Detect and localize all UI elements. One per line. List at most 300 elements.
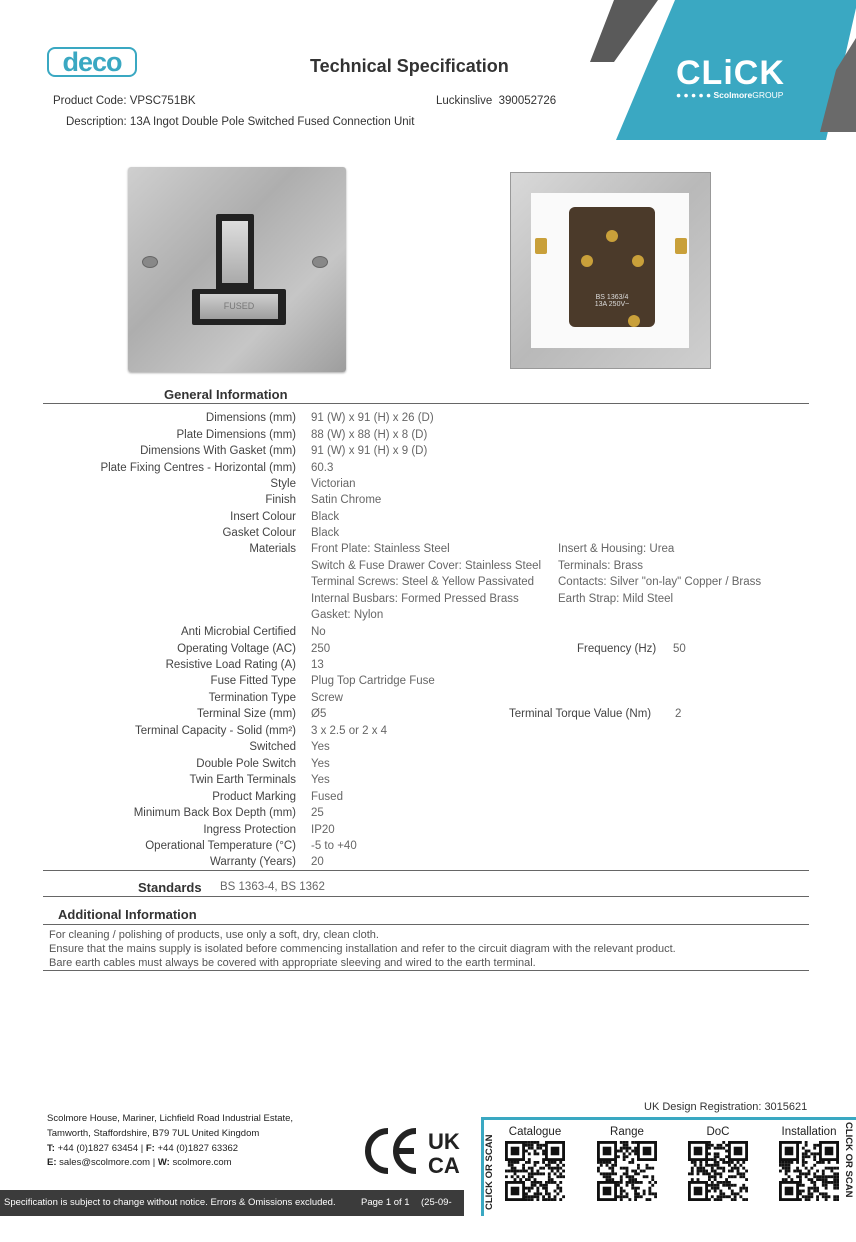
qr-module (702, 1167, 705, 1170)
qr-module (734, 1184, 737, 1187)
qr-module (525, 1178, 528, 1181)
qr-module (617, 1195, 620, 1198)
qr-module (836, 1175, 839, 1178)
qr-module (816, 1178, 819, 1181)
qr-module (793, 1170, 796, 1173)
qr-label-range[interactable]: Range (610, 1126, 644, 1138)
qr-module (711, 1184, 714, 1187)
qr-module (628, 1181, 631, 1184)
qr-module (637, 1192, 640, 1195)
qr-module (626, 1172, 629, 1175)
product-rear-photo (510, 172, 711, 369)
spec-label: Plate Dimensions (mm) (176, 429, 296, 441)
qr-module (745, 1198, 748, 1201)
qr-module (620, 1190, 623, 1193)
qr-module (825, 1184, 828, 1187)
qr-module (719, 1181, 722, 1184)
spec-label: Resistive Load Rating (A) (165, 659, 296, 671)
qr-module (608, 1172, 611, 1175)
qr-module (833, 1181, 836, 1184)
qr-module (734, 1192, 737, 1195)
ce-mark-e (396, 1131, 416, 1171)
qr-module (714, 1172, 717, 1175)
qr-label-doc[interactable]: DoC (706, 1126, 730, 1138)
qr-module (525, 1161, 528, 1164)
qr-module (559, 1190, 562, 1193)
qr-module (805, 1141, 808, 1144)
qr-module (542, 1198, 545, 1201)
spec-value: -5 to +40 (311, 840, 357, 852)
spec-value: Gasket: Nylon (311, 609, 384, 621)
qr-module (805, 1155, 808, 1158)
qr-module (714, 1164, 717, 1167)
qr-module (536, 1144, 539, 1147)
qr-module (739, 1164, 742, 1167)
spec-value: 91 (W) x 91 (H) x 9 (D) (311, 445, 428, 457)
qr-module (542, 1161, 545, 1164)
qr-module (722, 1161, 725, 1164)
page-number: Page 1 of 1 (361, 1197, 410, 1208)
qr-module (822, 1181, 825, 1184)
qr-module (522, 1167, 525, 1170)
qr-module (528, 1175, 531, 1178)
qr-module (548, 1167, 551, 1170)
divider (43, 896, 809, 897)
spec-value: 13 (311, 659, 324, 671)
qr-module (514, 1172, 517, 1175)
qr-module (528, 1144, 531, 1147)
spec-value: 25 (311, 807, 324, 819)
spec-value: 91 (W) x 91 (H) x 26 (D) (311, 412, 434, 424)
qr-module (559, 1198, 562, 1201)
qr-module (542, 1158, 545, 1161)
qr-module (691, 1178, 694, 1181)
qr-module (559, 1181, 562, 1184)
qr-module (525, 1150, 528, 1153)
spec-value: Internal Busbars: Formed Pressed Brass (311, 593, 519, 605)
qr-module (643, 1190, 646, 1193)
qr-module (551, 1167, 554, 1170)
qr-module (725, 1181, 728, 1184)
qr-module (505, 1175, 508, 1178)
terminal-screw (632, 255, 644, 267)
qr-module (805, 1198, 808, 1201)
qr-module (620, 1147, 623, 1150)
qr-module (634, 1192, 637, 1195)
qr-module (614, 1161, 617, 1164)
qr-module (646, 1175, 649, 1178)
qr-module (514, 1161, 517, 1164)
qr-module (813, 1190, 816, 1193)
qr-module (531, 1141, 534, 1144)
qr-module (782, 1164, 785, 1167)
qr-module (534, 1181, 537, 1184)
qr-module (511, 1187, 520, 1196)
qr-module (785, 1178, 788, 1181)
qr-module (691, 1167, 694, 1170)
divider (43, 870, 809, 871)
qr-module (536, 1147, 539, 1150)
qr-module (717, 1181, 720, 1184)
qr-module (620, 1141, 623, 1144)
qr-module (785, 1170, 788, 1173)
qr-module (522, 1170, 525, 1173)
qr-module (551, 1147, 560, 1156)
qr-module (739, 1187, 742, 1190)
qr-module (539, 1172, 542, 1175)
qr-module (611, 1164, 614, 1167)
qr-module (516, 1161, 519, 1164)
qr-module (708, 1178, 711, 1181)
qr-module (648, 1187, 651, 1190)
qr-module (788, 1164, 791, 1167)
qr-module (745, 1187, 748, 1190)
fixing-screw-right (312, 256, 328, 268)
qr-module (711, 1167, 714, 1170)
qr-module (620, 1187, 623, 1190)
qr-module (528, 1178, 531, 1181)
qr-module (714, 1178, 717, 1181)
qr-module (788, 1170, 791, 1173)
qr-module (822, 1170, 825, 1173)
qr-module (634, 1141, 637, 1144)
qr-module (739, 1175, 742, 1178)
qr-module (531, 1198, 534, 1201)
qr-module (551, 1181, 554, 1184)
qr-module (531, 1195, 534, 1198)
qr-module (828, 1167, 831, 1170)
qr-module (654, 1192, 657, 1195)
ukca-ca: CA (428, 1153, 460, 1177)
qr-module (556, 1187, 559, 1190)
qr-module (790, 1178, 793, 1181)
ce-ukca-marks (360, 1125, 480, 1177)
qr-module (813, 1184, 816, 1187)
qr-module (536, 1181, 539, 1184)
qr-module (714, 1187, 717, 1190)
divider (43, 924, 809, 925)
qr-module (536, 1198, 539, 1201)
qr-module (717, 1198, 720, 1201)
qr-module (617, 1155, 620, 1158)
qr-module (813, 1155, 816, 1158)
spec-value: Yes (311, 774, 330, 786)
divider (43, 970, 809, 971)
additional-info-title: Additional Information (58, 907, 197, 922)
fixing-screw-left (142, 256, 158, 268)
qr-module (805, 1144, 808, 1147)
qr-module (542, 1150, 545, 1153)
qr-module (534, 1195, 537, 1198)
qr-module (830, 1170, 833, 1173)
spec-label: Terminal Capacity - Solid (mm²) (134, 725, 296, 737)
qr-module (825, 1178, 828, 1181)
qr-module (614, 1172, 617, 1175)
qr-module (511, 1175, 514, 1178)
qr-module (646, 1164, 649, 1167)
qr-module (805, 1167, 808, 1170)
qr-module (805, 1195, 808, 1198)
qr-module (600, 1172, 603, 1175)
qr-module (623, 1155, 626, 1158)
qr-module (545, 1181, 548, 1184)
qr-module (534, 1161, 537, 1164)
materials-col2-item: Terminals: Brass (558, 560, 643, 572)
qr-module (734, 1175, 737, 1178)
qr-module (608, 1161, 611, 1164)
qr-module (531, 1170, 534, 1173)
terminal-screw (606, 230, 618, 242)
qr-module (731, 1170, 734, 1173)
qr-module (714, 1155, 717, 1158)
qr-module (722, 1170, 725, 1173)
qr-module (648, 1198, 651, 1201)
qr-code-doc[interactable] (688, 1141, 748, 1201)
spec-label: Twin Earth Terminals (189, 774, 296, 786)
spec-value: Victorian (311, 478, 356, 490)
qr-module (556, 1167, 559, 1170)
qr-module (825, 1175, 828, 1178)
qr-module (536, 1161, 539, 1164)
qr-module (705, 1161, 708, 1164)
click-sub: ● ● ● ● ● ScolmoreGROUP (676, 90, 784, 100)
qr-module (785, 1161, 788, 1164)
qr-module (799, 1181, 802, 1184)
spec-value: Ø5 (311, 708, 327, 720)
divider (43, 403, 809, 404)
qr-module (822, 1178, 825, 1181)
qr-module (785, 1172, 788, 1175)
qr-label-installation[interactable]: Installation (781, 1126, 837, 1138)
qr-module (556, 1184, 559, 1187)
contact-email-web: E: sales@scolmore.com | W: scolmore.com (47, 1157, 232, 1168)
qr-module (628, 1161, 631, 1164)
qr-module (836, 1181, 839, 1184)
qr-module (731, 1184, 734, 1187)
qr-module (651, 1167, 654, 1170)
qr-module (836, 1184, 839, 1187)
qr-module (728, 1187, 731, 1190)
qr-module (825, 1181, 828, 1184)
qr-module (725, 1161, 728, 1164)
qr-module (623, 1144, 626, 1147)
qr-module (559, 1172, 562, 1175)
materials-col2-item: Earth Strap: Mild Steel (558, 593, 674, 605)
qr-module (536, 1170, 539, 1173)
qr-module (717, 1172, 720, 1175)
qr-module (708, 1152, 711, 1155)
qr-module (810, 1192, 813, 1195)
qr-module (782, 1161, 785, 1164)
qr-module (528, 1147, 531, 1150)
qr-module (825, 1198, 828, 1201)
qr-label-catalogue[interactable]: Catalogue (508, 1126, 562, 1138)
spec-label: Insert Colour (230, 511, 296, 523)
qr-module (626, 1175, 629, 1178)
banner-stripe-left (590, 0, 658, 62)
qr-module (603, 1147, 612, 1156)
qr-module (708, 1147, 711, 1150)
qr-module (525, 1195, 528, 1198)
qr-module (534, 1141, 537, 1144)
qr-module (731, 1167, 734, 1170)
qr-module (608, 1167, 611, 1170)
qr-module (628, 1175, 631, 1178)
qr-module (714, 1198, 717, 1201)
qr-module (606, 1172, 609, 1175)
qr-module (825, 1167, 828, 1170)
spec-value: Black (311, 527, 340, 539)
qr-module (603, 1172, 606, 1175)
qr-module (742, 1175, 745, 1178)
qr-module (562, 1164, 565, 1167)
qr-module (711, 1170, 714, 1173)
qr-module (551, 1178, 554, 1181)
qr-module (819, 1178, 822, 1181)
qr-module (725, 1184, 728, 1187)
qr-module (737, 1170, 740, 1173)
spec-label: Switched (249, 741, 296, 753)
qr-module (813, 1164, 816, 1167)
qr-module (691, 1161, 694, 1164)
qr-module (708, 1158, 711, 1161)
qr-module (637, 1164, 640, 1167)
qr-module (694, 1164, 697, 1167)
qr-module (722, 1192, 725, 1195)
qr-module (623, 1167, 626, 1170)
qr-module (643, 1147, 652, 1156)
spec-value: 250 (311, 643, 331, 655)
qr-module (597, 1170, 600, 1173)
qr-module (836, 1187, 839, 1190)
qr-module (833, 1178, 836, 1181)
qr-module (714, 1190, 717, 1193)
qr-code-catalogue[interactable] (505, 1141, 565, 1201)
qr-module (559, 1175, 562, 1178)
qr-module (717, 1187, 720, 1190)
qr-module (694, 1187, 703, 1196)
qr-module (531, 1187, 534, 1190)
qr-module (554, 1195, 557, 1198)
qr-module (708, 1175, 711, 1178)
spec-label: Finish (265, 494, 296, 506)
spec-value: 20 (311, 856, 324, 868)
spec-label: Dimensions With Gasket (mm) (140, 445, 296, 457)
qr-module (734, 1195, 737, 1198)
qr-module (539, 1181, 542, 1184)
spec-label: Termination Type (208, 692, 296, 704)
qr-module (620, 1167, 623, 1170)
qr-module (536, 1141, 539, 1144)
address-line: Tamworth, Staffordshire, B79 7UL United Kingdom (47, 1128, 260, 1139)
qr-module (719, 1195, 722, 1198)
qr-module (822, 1195, 825, 1198)
qr-module (519, 1170, 522, 1173)
materials-col2-item: Contacts: Silver "on-lay" Copper / Brass (558, 576, 762, 588)
qr-module (539, 1147, 542, 1150)
additional-line: For cleaning / polishing of products, use only a soft, dry, clean cloth. (49, 929, 379, 941)
qr-module (634, 1178, 637, 1181)
qr-module (728, 1184, 731, 1187)
qr-module (722, 1141, 725, 1144)
spec-label: Operational Temperature (°C) (145, 840, 296, 852)
qr-module (708, 1141, 711, 1144)
qr-module (554, 1172, 557, 1175)
qr-module (511, 1147, 520, 1156)
ukca-uk: UK (428, 1129, 460, 1154)
spec-value: Fused (311, 791, 343, 803)
qr-module (833, 1167, 836, 1170)
qr-module (717, 1155, 720, 1158)
qr-module (626, 1167, 629, 1170)
disclaimer-bar (0, 1190, 464, 1234)
qr-module (813, 1181, 816, 1184)
qr-module (508, 1164, 511, 1167)
qr-module (545, 1184, 548, 1187)
qr-module (606, 1175, 609, 1178)
qr-module (626, 1181, 629, 1184)
click-or-scan-right: CLICK OR SCAN (843, 1122, 854, 1198)
qr-module (816, 1187, 819, 1190)
qr-module (697, 1172, 700, 1175)
qr-module (631, 1178, 634, 1181)
qr-module (799, 1141, 802, 1144)
qr-module (620, 1178, 623, 1181)
click-or-scan-left: CLICK OR SCAN (484, 1134, 495, 1210)
qr-module (531, 1172, 534, 1175)
qr-module (805, 1152, 808, 1155)
qr-module (542, 1167, 545, 1170)
qr-module (717, 1167, 720, 1170)
spec-label: Materials (249, 543, 296, 555)
qr-module (551, 1170, 554, 1173)
qr-module (516, 1175, 519, 1178)
qr-module (788, 1161, 791, 1164)
qr-module (542, 1195, 545, 1198)
qr-module (536, 1187, 539, 1190)
qr-module (813, 1175, 816, 1178)
qr-module (719, 1147, 722, 1150)
qr-module (545, 1190, 548, 1193)
qr-code-range[interactable] (597, 1141, 657, 1201)
qr-module (836, 1167, 839, 1170)
qr-module (600, 1164, 603, 1167)
qr-module (714, 1158, 717, 1161)
qr-module (728, 1170, 731, 1173)
qr-module (714, 1175, 717, 1178)
qr-module (525, 1187, 528, 1190)
qr-module (651, 1178, 654, 1181)
qr-module (611, 1172, 614, 1175)
qr-module (722, 1147, 725, 1150)
qr-module (694, 1147, 703, 1156)
qr-module (548, 1161, 551, 1164)
qr-module (813, 1152, 816, 1155)
qr-module (808, 1150, 811, 1153)
qr-code-installation[interactable] (779, 1141, 839, 1201)
qr-module (628, 1198, 631, 1201)
qr-module (816, 1190, 819, 1193)
qr-module (691, 1170, 694, 1173)
qr-module (631, 1141, 634, 1144)
qr-module (742, 1187, 745, 1190)
qr-module (808, 1198, 811, 1201)
qr-module (822, 1175, 825, 1178)
qr-module (836, 1178, 839, 1181)
qr-module (631, 1181, 634, 1184)
qr-module (519, 1178, 522, 1181)
spec-value: Plug Top Cartridge Fuse (311, 675, 435, 687)
